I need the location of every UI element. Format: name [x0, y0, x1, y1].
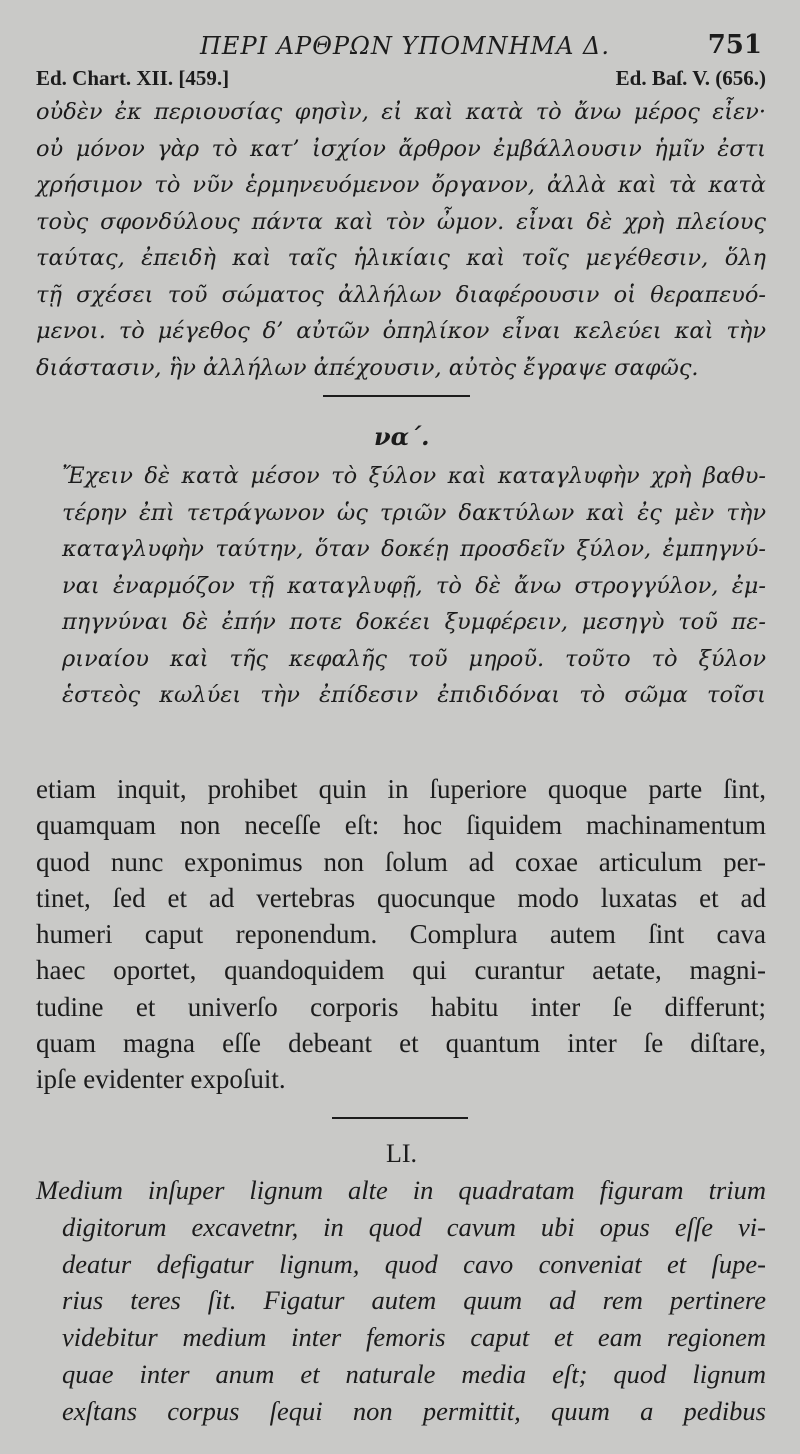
text-line: haec oportet, quandoquidem qui curantur aetate, magni- [36, 955, 766, 986]
greek-paragraph-1 [36, 94, 766, 386]
text-line: tudine et univerſo corporis habitu inter ſe differunt; [36, 991, 766, 1022]
text-line: Ἔχειν δὲ κατὰ μέσον τὸ ξύλον καὶ καταγλυφὴν χρὴ βαθυ- [62, 463, 766, 489]
edition-references [36, 66, 766, 96]
text-line: exſtans corpus ſequi non permittit, quum a pedibus [62, 1395, 766, 1426]
text-line: διάστασιν, ἣν ἀλλήλων ἀπέχουσιν, αὐτὸς ἔγραψε σαφῶς. [36, 354, 699, 381]
running-title: ΠΕΡΙ ΑΡΘΡΩΝ ΥΠΟΜΝΗΜΑ Δ. [200, 32, 610, 60]
running-head [0, 30, 800, 64]
text-line: πηγνύναι δὲ ἐπήν ποτε δοκέει ξυμφέρειν, μεσηγὺ τοῦ πε- [62, 609, 766, 635]
latin-section-number: LI. [386, 1139, 418, 1168]
section-divider [332, 1117, 468, 1119]
latin-paragraph-1 [36, 771, 766, 1098]
text-line: etiam inquit, prohibet quin in ſuperiore quoque parte ſint, [36, 774, 766, 804]
text-line: μενοι. τὸ μέγεθος δ’ αὐτῶν ὁπηλίκον εἶναι κελεύει καὶ τὴν [36, 318, 766, 344]
text-line: ναι ἐναρμόζον τῇ καταγλυφῇ, τὸ δὲ ἄνω στρογγύλον, ἐμ- [62, 572, 766, 599]
text-line: digitorum excavetnr, in quod cavum ubi opus eſſe vi- [62, 1211, 766, 1242]
text-line: deatur defigatur lignum, quod cavo conveniat et ſupe- [62, 1248, 766, 1279]
text-line: ipſe evidenter expoſuit. [36, 1064, 286, 1095]
edition-basel-reference: Ed. Baſ. V. (656.) [615, 66, 766, 90]
text-line: tinet, ſed et ad vertebras quocunque modo luxatas et ad [36, 882, 766, 913]
text-line: ταύτας, ἐπειδὴ καὶ ταῖς ἡλικίαις καὶ τοῖς μεγέθεσιν, ὅλη [36, 245, 766, 271]
text-line: ἑστεὸς κωλύει τὴν ἐπίδεσιν ἐπιδιδόναι τὸ σῶμα τοῖσι [62, 682, 766, 708]
text-line: rius teres ſit. Figatur autem quum ad rem pertinere [62, 1285, 766, 1316]
text-line: ριναίου καὶ τῆς κεφαλῆς τοῦ μηροῦ. τοῦτο τὸ ξύλον [62, 645, 766, 672]
text-line: τοὺς σφονδύλους πάντα καὶ τὸν ὦμον. εἶναι δὲ χρὴ πλείους [36, 208, 766, 235]
text-line: videbitur medium inter femoris caput et eam regionem [62, 1322, 766, 1353]
text-line: χρήσιμον τὸ νῦν ἑρμηνευόμενον ὄργανον, ἀλλὰ καὶ τὰ κατὰ [36, 172, 766, 198]
latin-paragraph-2 [36, 1172, 766, 1430]
text-line: τῇ σχέσει τοῦ σώματος ἀλλήλων διαφέρουσιν οἱ θεραπευό- [36, 281, 766, 308]
page-number: 751 [707, 30, 762, 60]
greek-section-number: να΄. [374, 422, 430, 451]
greek-paragraph-2 [36, 458, 766, 714]
text-line: quam magna eſſe debeant et quantum inter ſe diſtare, [36, 1028, 766, 1059]
section-divider [323, 395, 470, 397]
text-line: οὐ μόνον γὰρ τὸ κατ’ ἰσχίον ἄρθρον ἐμβάλλουσιν ἡμῖν ἐστι [36, 135, 766, 162]
text-line: quamquam non neceſſe eſt: hoc ſiquidem machinamentum [36, 810, 766, 841]
edition-chart-reference: Ed. Chart. XII. [459.] [36, 66, 230, 90]
text-line: quae inter anum et naturale media eſt; quod lignum [62, 1358, 766, 1389]
text-line: quod nunc exponimus non ſolum ad coxae articulum per- [36, 846, 766, 877]
text-line: τέρην ἐπὶ τετράγωνον ὡς τριῶν δακτύλων καὶ ἐς μὲν τὴν [62, 499, 766, 526]
text-line: καταγλυφὴν ταύτην, ὅταν δοκέῃ προσδεῖν ξύλον, ἐμπηγνύ- [62, 536, 766, 562]
text-line: humeri caput reponendum. Complura autem ſint cava [36, 919, 766, 950]
text-line: Medium inſuper lignum alte in quadratam figuram trium [36, 1175, 766, 1205]
text-line: οὐδὲν ἐκ περιουσίας φησὶν, εἰ καὶ κατὰ τὸ ἄνω μέρος εἶεν· [36, 99, 766, 125]
